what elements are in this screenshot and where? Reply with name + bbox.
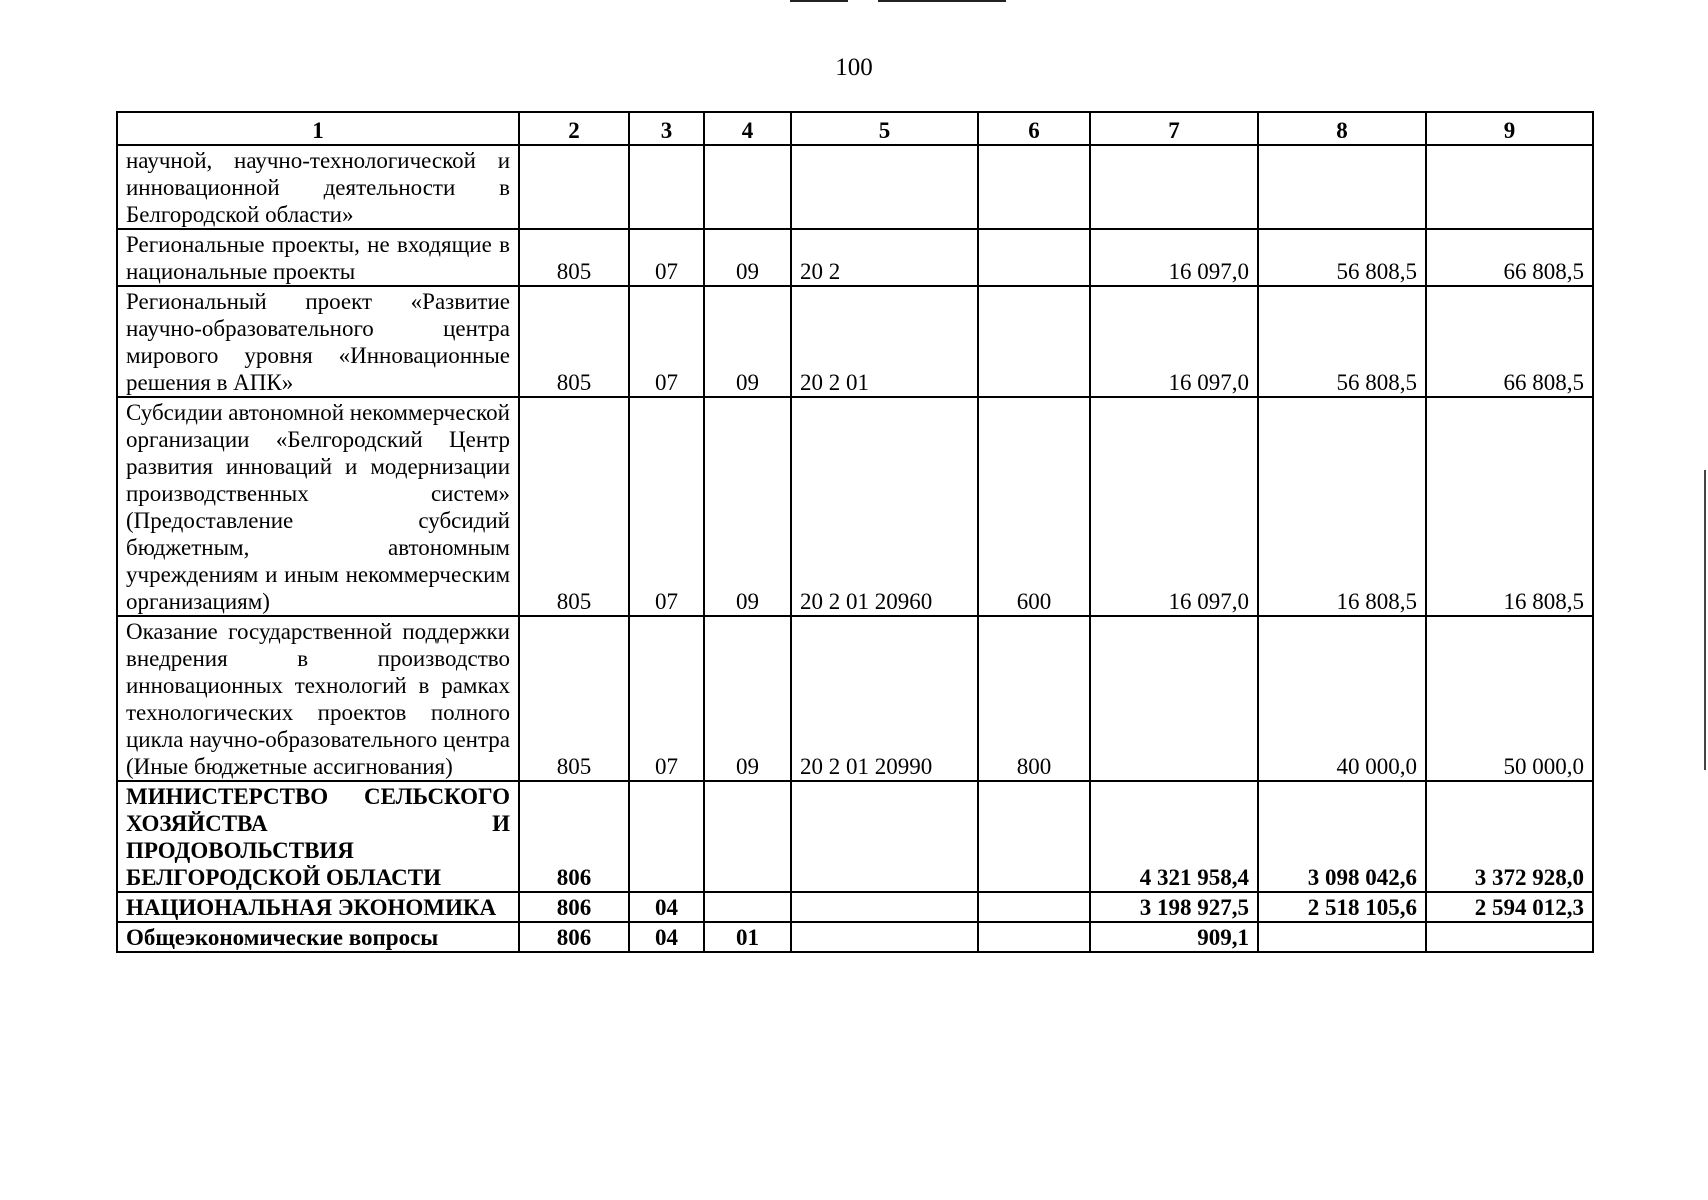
col-7-cell: 4 321 958,4: [1090, 781, 1258, 892]
scan-artifact-left: [790, 0, 848, 2]
col-2-cell: 806: [519, 781, 629, 892]
col-8-cell: [1258, 145, 1426, 229]
col-7-cell: 909,1: [1090, 922, 1258, 952]
header-col-8: 8: [1258, 112, 1426, 145]
col-9-cell: 2 594 012,3: [1426, 892, 1593, 922]
col-5-cell: 20 2: [791, 229, 978, 286]
col-4-cell: [704, 781, 791, 892]
col-2-cell: 805: [519, 229, 629, 286]
header-col-1: 1: [117, 112, 519, 145]
scan-edge-line: [1704, 470, 1706, 770]
row-name-cell: Региональный проект «Развитие научно-образовательного центра мирового уровня «Инновационные решения в АПК»: [117, 286, 519, 397]
col-8-cell: 2 518 105,6: [1258, 892, 1426, 922]
col-8-cell: 40 000,0: [1258, 616, 1426, 781]
row-name-cell: МИНИСТЕРСТВО СЕЛЬСКОГО ХОЗЯЙСТВА И ПРОДОВОЛЬСТВИЯ БЕЛГОРОДСКОЙ ОБЛАСТИ: [117, 781, 519, 892]
table-row: [117, 145, 1593, 229]
table-row: [117, 892, 1593, 922]
header-col-9: 9: [1426, 112, 1593, 145]
row-name-cell: Региональные проекты, не входящие в национальные проекты: [117, 229, 519, 286]
col-8-cell: 16 808,5: [1258, 397, 1426, 616]
col-8-cell: [1258, 922, 1426, 952]
budget-table: [116, 111, 1594, 953]
col-6-cell: [978, 145, 1090, 229]
col-8-cell: 56 808,5: [1258, 286, 1426, 397]
col-5-cell: 20 2 01 20960: [791, 397, 978, 616]
table-row: [117, 922, 1593, 952]
col-3-cell: 07: [629, 616, 704, 781]
col-3-cell: 07: [629, 229, 704, 286]
col-9-cell: 3 372 928,0: [1426, 781, 1593, 892]
row-name-cell: научной, научно-технологической и инновационной деятельности в Белгородской области»: [117, 145, 519, 229]
table-header-row: [117, 112, 1593, 145]
col-3-cell: 04: [629, 892, 704, 922]
col-6-cell: [978, 286, 1090, 397]
table-row: [117, 616, 1593, 781]
col-5-cell: 20 2 01 20990: [791, 616, 978, 781]
col-6-cell: [978, 892, 1090, 922]
col-6-cell: 800: [978, 616, 1090, 781]
col-2-cell: 806: [519, 892, 629, 922]
col-2-cell: 805: [519, 616, 629, 781]
col-9-cell: [1426, 145, 1593, 229]
header-col-5: 5: [791, 112, 978, 145]
col-3-cell: 07: [629, 286, 704, 397]
col-6-cell: [978, 922, 1090, 952]
row-name-cell: Оказание государственной поддержки внедрения в производство инновационных технологий в рамках технологических проектов полного цикла научно-образовательного центра (Иные бюджетные ассигнования): [117, 616, 519, 781]
col-7-cell: 16 097,0: [1090, 397, 1258, 616]
col-3-cell: [629, 781, 704, 892]
col-5-cell: [791, 922, 978, 952]
table-row: [117, 286, 1593, 397]
row-name-cell: Общеэкономические вопросы: [117, 922, 519, 952]
col-4-cell: 01: [704, 922, 791, 952]
col-7-cell: 16 097,0: [1090, 286, 1258, 397]
col-4-cell: 09: [704, 616, 791, 781]
col-9-cell: 66 808,5: [1426, 286, 1593, 397]
col-8-cell: 56 808,5: [1258, 229, 1426, 286]
col-5-cell: [791, 892, 978, 922]
col-7-cell: 16 097,0: [1090, 229, 1258, 286]
col-3-cell: 04: [629, 922, 704, 952]
col-4-cell: 09: [704, 397, 791, 616]
col-7-cell: [1090, 145, 1258, 229]
col-4-cell: [704, 145, 791, 229]
header-col-2: 2: [519, 112, 629, 145]
col-5-cell: [791, 145, 978, 229]
col-5-cell: 20 2 01: [791, 286, 978, 397]
header-col-3: 3: [629, 112, 704, 145]
col-3-cell: 07: [629, 397, 704, 616]
col-5-cell: [791, 781, 978, 892]
table-row: [117, 397, 1593, 616]
header-col-7: 7: [1090, 112, 1258, 145]
row-name-cell: Субсидии автономной некоммерческой организации «Белгородский Центр развития инноваций и модернизации производственных систем» (Предоставление субсидий бюджетным, автономным учреждениям и иным некоммерческим организациям): [117, 397, 519, 616]
col-4-cell: 09: [704, 286, 791, 397]
col-8-cell: 3 098 042,6: [1258, 781, 1426, 892]
col-2-cell: [519, 145, 629, 229]
col-9-cell: 16 808,5: [1426, 397, 1593, 616]
col-4-cell: 09: [704, 229, 791, 286]
scan-artifact-right: [878, 0, 1006, 2]
col-2-cell: 805: [519, 286, 629, 397]
col-3-cell: [629, 145, 704, 229]
col-7-cell: 3 198 927,5: [1090, 892, 1258, 922]
col-6-cell: [978, 781, 1090, 892]
table-row: [117, 781, 1593, 892]
col-2-cell: 806: [519, 922, 629, 952]
col-7-cell: [1090, 616, 1258, 781]
page-number: 100: [835, 54, 873, 81]
col-9-cell: 50 000,0: [1426, 616, 1593, 781]
header-col-4: 4: [704, 112, 791, 145]
header-col-6: 6: [978, 112, 1090, 145]
col-2-cell: 805: [519, 397, 629, 616]
row-name-cell: НАЦИОНАЛЬНАЯ ЭКОНОМИКА: [117, 892, 519, 922]
table-row: [117, 229, 1593, 286]
col-6-cell: [978, 229, 1090, 286]
col-4-cell: [704, 892, 791, 922]
col-6-cell: 600: [978, 397, 1090, 616]
col-9-cell: 66 808,5: [1426, 229, 1593, 286]
col-9-cell: [1426, 922, 1593, 952]
